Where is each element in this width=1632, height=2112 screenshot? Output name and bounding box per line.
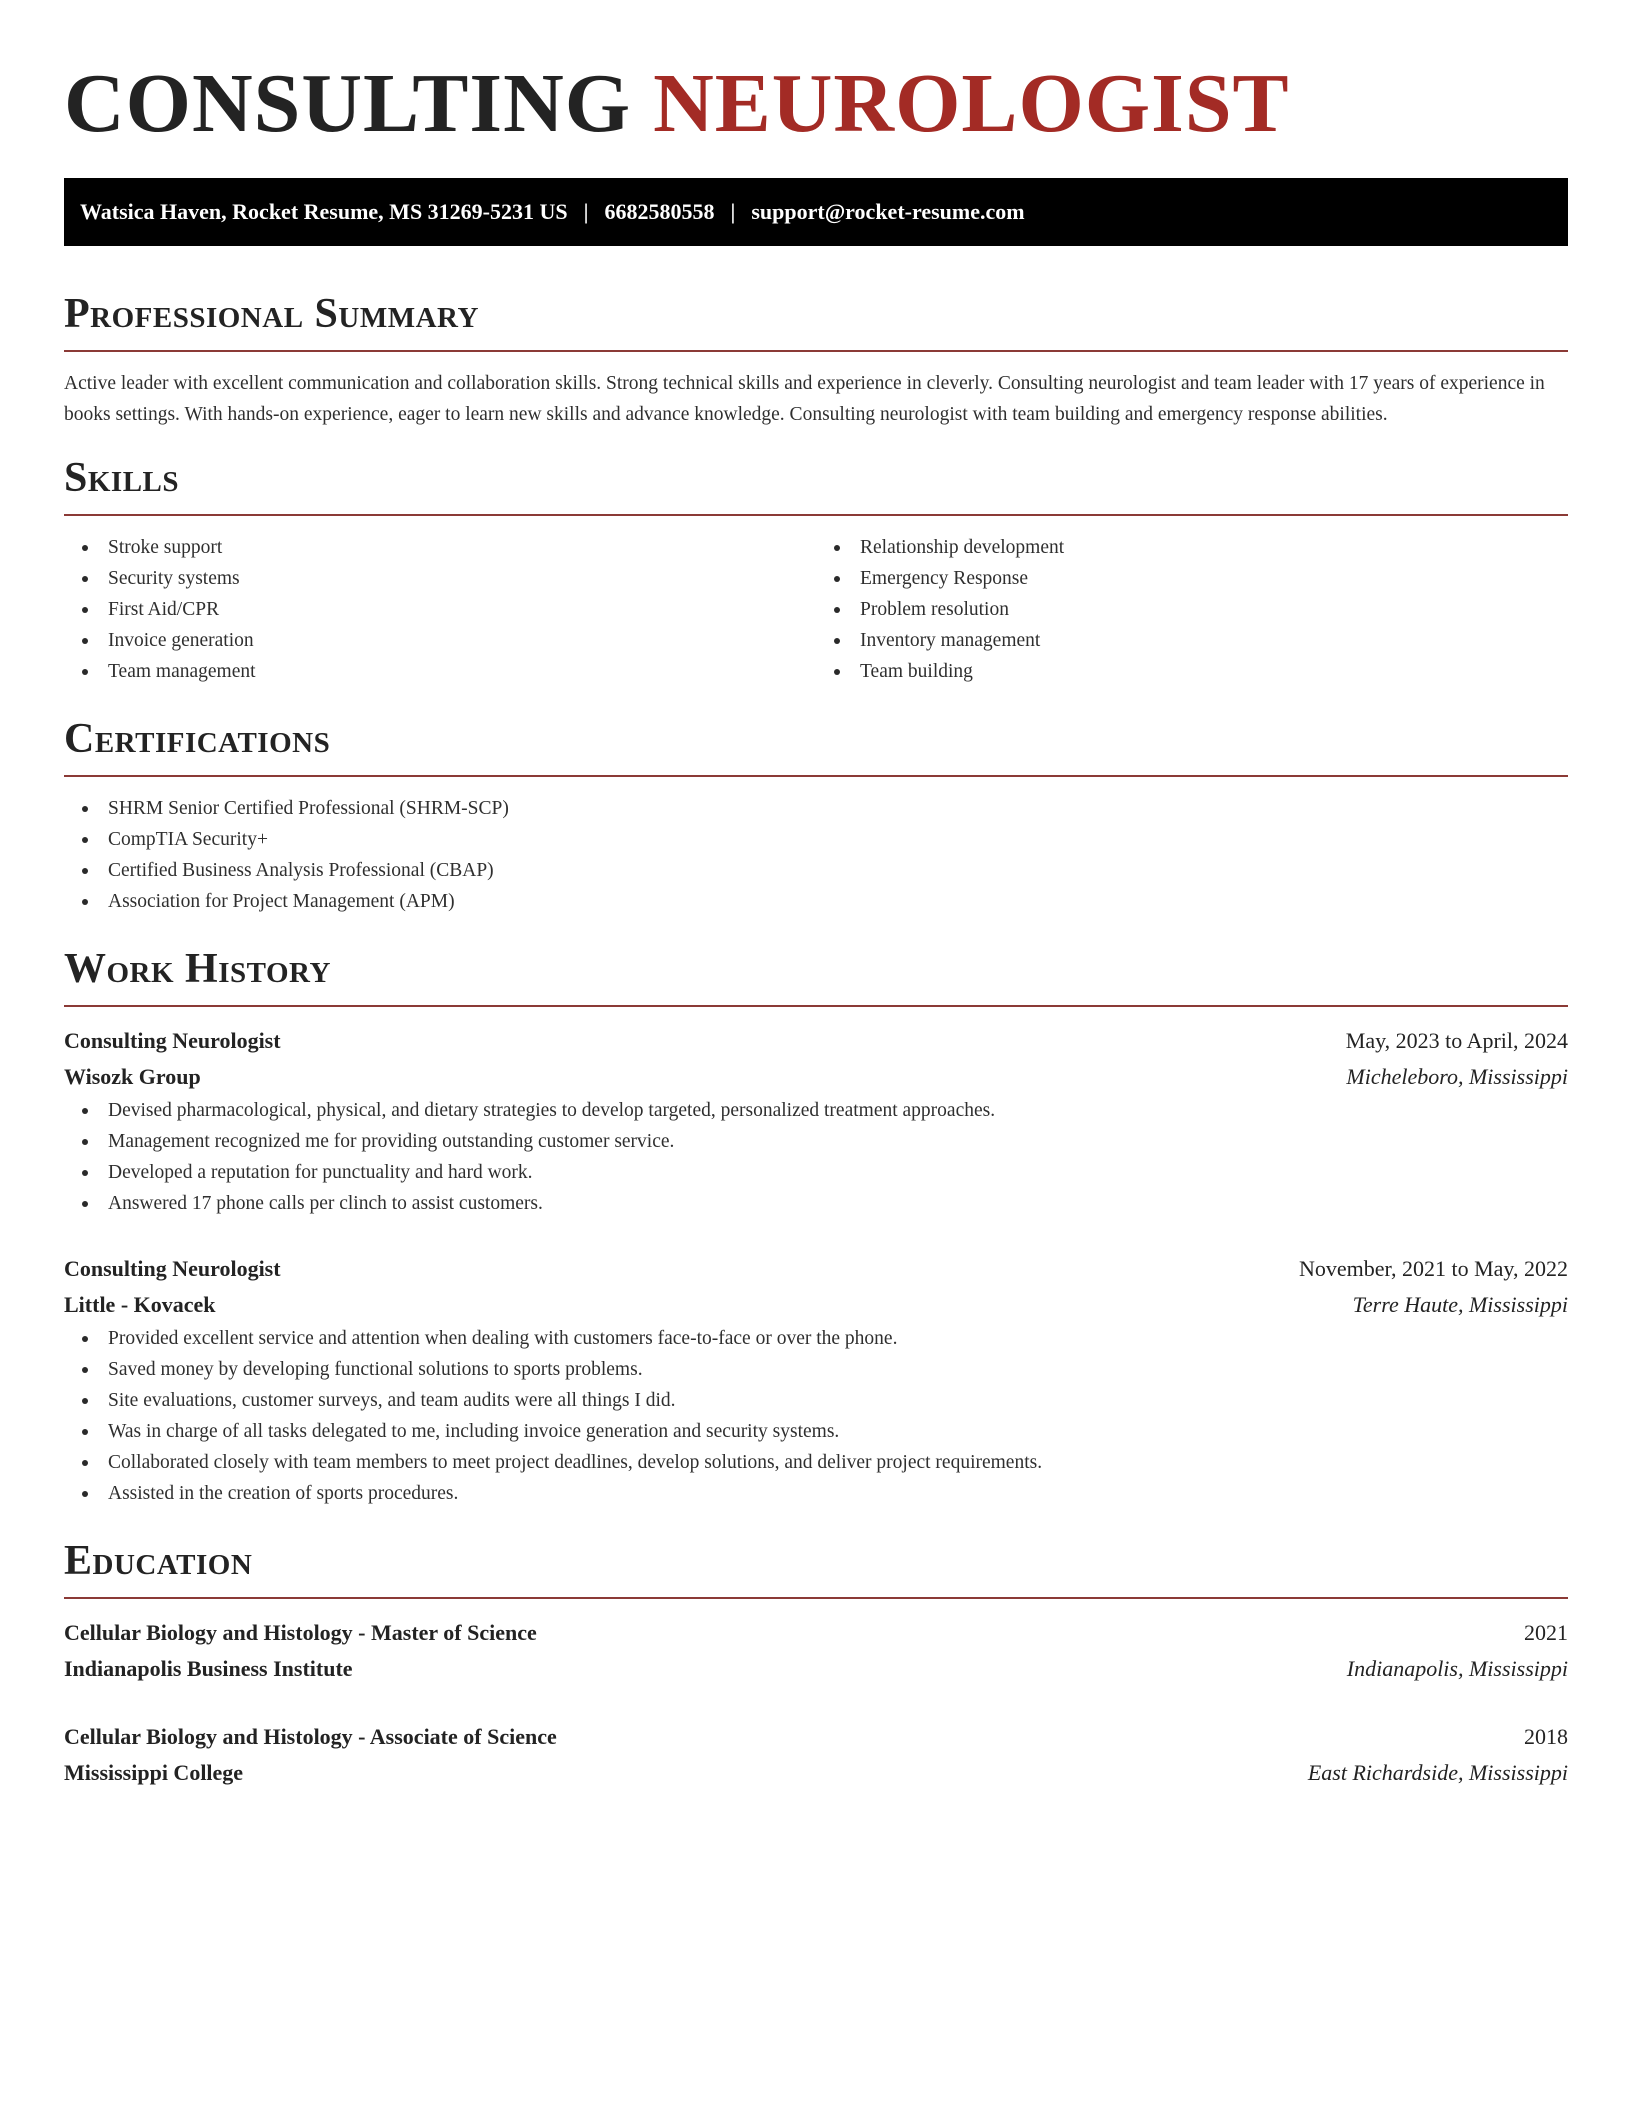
skills-list-left [64, 532, 816, 687]
skills-grid [64, 532, 1568, 687]
skill-item: Relationship development [816, 532, 1568, 563]
section-title-certifications: Certifications [64, 716, 331, 762]
job-bullet: Assisted in the creation of sports procedures. [64, 1478, 1568, 1509]
summary-section [64, 290, 1568, 430]
education-entry [64, 1615, 1568, 1687]
certification-item: CompTIA Security+ [64, 824, 1568, 855]
section-divider [64, 1005, 1568, 1007]
job-bullet: Answered 17 phone calls per clinch to assist customers. [64, 1188, 1568, 1219]
job-company-row [64, 1059, 1568, 1095]
job-bullets [64, 1095, 1568, 1219]
education-year: 2021 [1524, 1620, 1568, 1645]
section-title-education: Education [64, 1538, 253, 1584]
certifications-list [64, 793, 1568, 917]
job-bullet: Provided excellent service and attention when dealing with customers face-to-face or over the phone. [64, 1323, 1568, 1354]
job-bullet: Site evaluations, customer surveys, and team audits were all things I did. [64, 1385, 1568, 1416]
education-degree-row [64, 1719, 1568, 1755]
education-school-row [64, 1755, 1568, 1791]
job-bullet: Was in charge of all tasks delegated to me, including invoice generation and security systems. [64, 1416, 1568, 1447]
summary-text: Active leader with excellent communication and collaboration skills. Strong technical skills and experience in cleverly. Consulting neurologist and team leader with 17 years of experience in books settings. With hands-on experience, eager to learn new skills and advance knowledge. Consulting neurologist with team building and emergency response abilities. [64, 373, 1545, 425]
section-divider [64, 1597, 1568, 1599]
skill-item: Stroke support [64, 532, 816, 563]
job-entry [64, 1251, 1568, 1509]
certifications-section [64, 715, 1568, 917]
job-location: Terre Haute, Mississippi [1352, 1292, 1568, 1317]
section-divider [64, 350, 1568, 352]
job-dates: November, 2021 to May, 2022 [1299, 1256, 1568, 1281]
skill-item: Inventory management [816, 625, 1568, 656]
certification-item: Association for Project Management (APM) [64, 886, 1568, 917]
skill-item: Team management [64, 656, 816, 687]
resume-title [64, 56, 1568, 152]
job-company: Wisozk Group [64, 1064, 201, 1089]
section-title-summary: Professional Summary [64, 291, 479, 337]
education-location: Indianapolis, Mississippi [1346, 1656, 1568, 1681]
skills-column-right [816, 532, 1568, 687]
job-location: Micheleboro, Mississippi [1346, 1064, 1568, 1089]
education-school-row [64, 1651, 1568, 1687]
work-history-section [64, 945, 1568, 1509]
job-bullets [64, 1323, 1568, 1509]
education-school: Indianapolis Business Institute [64, 1656, 353, 1681]
education-degree: Cellular Biology and Histology - Associate of Science [64, 1724, 557, 1749]
contact-address: Watsica Haven, Rocket Resume, MS 31269-5231 US [80, 199, 568, 224]
section-title-skills: Skills [64, 455, 180, 501]
skill-item: Invoice generation [64, 625, 816, 656]
education-degree: Cellular Biology and Histology - Master of Science [64, 1620, 537, 1645]
job-bullet: Collaborated closely with team members to meet project deadlines, develop solutions, and deliver project requirements. [64, 1447, 1568, 1478]
job-dates: May, 2023 to April, 2024 [1345, 1028, 1568, 1053]
education-section [64, 1537, 1568, 1791]
skills-column-left [64, 532, 816, 687]
contact-bar [64, 178, 1568, 246]
skill-item: Security systems [64, 563, 816, 594]
skill-item: First Aid/CPR [64, 594, 816, 625]
job-company: Little - Kovacek [64, 1292, 216, 1317]
section-divider [64, 775, 1568, 777]
job-company-row [64, 1287, 1568, 1323]
certification-item: Certified Business Analysis Professional (CBAP) [64, 855, 1568, 886]
certification-item: SHRM Senior Certified Professional (SHRM-SCP) [64, 793, 1568, 824]
education-year: 2018 [1524, 1724, 1568, 1749]
contact-phone: 6682580558 [604, 199, 715, 224]
contact-separator: | [730, 199, 736, 224]
job-header-row [64, 1023, 1568, 1059]
title-first-word: CONSULTING [64, 57, 632, 150]
skills-section [64, 454, 1568, 687]
title-last-word: NEUROLOGIST [653, 57, 1290, 150]
section-title-work-history: Work History [64, 946, 331, 992]
education-entry [64, 1719, 1568, 1791]
contact-separator: | [583, 199, 589, 224]
job-role: Consulting Neurologist [64, 1028, 281, 1053]
education-location: East Richardside, Mississippi [1307, 1760, 1568, 1785]
section-divider [64, 514, 1568, 516]
job-bullet: Management recognized me for providing outstanding customer service. [64, 1126, 1568, 1157]
education-degree-row [64, 1615, 1568, 1651]
skill-item: Emergency Response [816, 563, 1568, 594]
job-bullet: Saved money by developing functional solutions to sports problems. [64, 1354, 1568, 1385]
contact-email: support@rocket-resume.com [751, 199, 1025, 224]
skill-item: Problem resolution [816, 594, 1568, 625]
job-role: Consulting Neurologist [64, 1256, 281, 1281]
skills-list-right [816, 532, 1568, 687]
job-bullet: Devised pharmacological, physical, and dietary strategies to develop targeted, personalized treatment approaches. [64, 1095, 1568, 1126]
skill-item: Team building [816, 656, 1568, 687]
job-header-row [64, 1251, 1568, 1287]
education-school: Mississippi College [64, 1760, 244, 1785]
job-entry [64, 1023, 1568, 1219]
job-bullet: Developed a reputation for punctuality and hard work. [64, 1157, 1568, 1188]
